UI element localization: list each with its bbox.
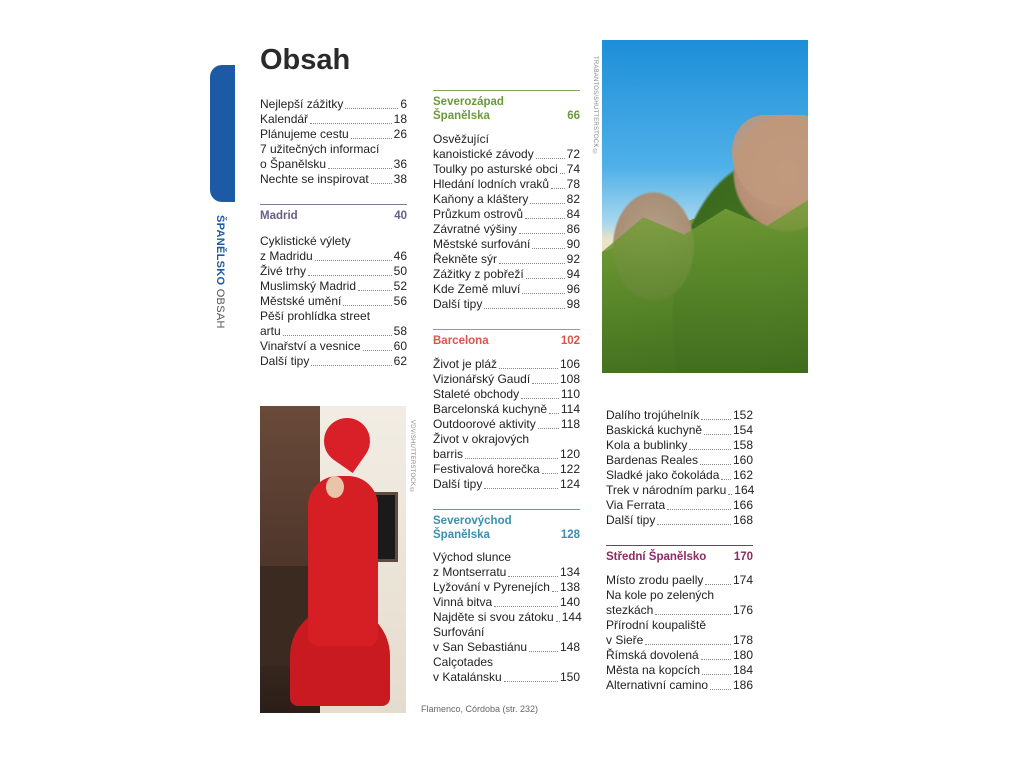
northeast-list (433, 550, 580, 685)
section-header-northeast[interactable]: Severovýchod Španělska 128 (433, 509, 580, 542)
intro-list (260, 97, 407, 187)
toc-column-2 (433, 90, 580, 685)
continued-list (606, 408, 753, 528)
madrid-list (260, 234, 407, 369)
section-header-madrid[interactable]: Madrid 40 (260, 204, 407, 223)
chapter-tab (210, 65, 235, 202)
toc-entry[interactable]: Vinařství a vesnice 60 (260, 339, 407, 353)
toc-entry[interactable]: Živé trhy 50 (260, 264, 407, 278)
toc-entry[interactable]: Místo zrodu paelly 174 (606, 573, 753, 587)
toc-entry[interactable]: Další tipy 62 (260, 354, 407, 368)
central-list (606, 573, 753, 693)
toc-entry[interactable]: Bardenas Reales 160 (606, 453, 753, 467)
section-header-northwest[interactable]: Severozápad Španělska 66 (433, 90, 580, 123)
toc-entry[interactable]: Pěší prohlídka street artu 58 (260, 309, 407, 338)
toc-entry[interactable]: Plánujeme cestu 26 (260, 127, 407, 141)
toc-entry[interactable]: Východ slunce z Montserratu 134 (433, 550, 580, 579)
toc-entry[interactable]: Muslimský Madrid 52 (260, 279, 407, 293)
toc-entry[interactable]: Dalího trojúhelník 152 (606, 408, 753, 422)
side-label-country: ŠPANĚLSKO (214, 215, 226, 286)
toc-entry[interactable]: Kalendář 18 (260, 112, 407, 126)
northwest-list (433, 132, 580, 312)
toc-entry[interactable]: Městské surfování 90 (433, 237, 580, 251)
toc-entry[interactable]: Toulky po asturské obci 74 (433, 162, 580, 176)
flamenco-photo-credit: VDV/SHUTTERSTOCK © (409, 420, 415, 495)
toc-entry[interactable]: Lyžování v Pyrenejích 138 (433, 580, 580, 594)
toc-entry[interactable]: Přírodní koupaliště v Sieře 178 (606, 618, 753, 647)
page-title: Obsah (260, 44, 351, 76)
toc-column-1 (260, 97, 407, 369)
toc-entry[interactable]: Hledání lodních vraků 78 (433, 177, 580, 191)
toc-entry[interactable]: Sladké jako čokoláda 162 (606, 468, 753, 482)
toc-entry[interactable]: Další tipy 98 (433, 297, 580, 311)
toc-column-3 (606, 408, 753, 693)
toc-entry[interactable]: Barcelonská kuchyně 114 (433, 402, 580, 416)
toc-entry[interactable]: Kola a bublinky 158 (606, 438, 753, 452)
montserrat-photo-credit: TRABANTOS/SHUTTERSTOCK © (592, 56, 598, 156)
toc-entry[interactable]: Najděte si svou zátoku 144 (433, 610, 582, 624)
side-label-section: OBSAH (214, 288, 226, 329)
toc-entry[interactable]: Via Ferrata 166 (606, 498, 753, 512)
toc-entry[interactable]: Outdoorové aktivity 118 (433, 417, 580, 431)
toc-entry[interactable]: Cyklistické výlety z Madridu 46 (260, 234, 407, 263)
toc-entry[interactable]: Vinná bitva 140 (433, 595, 580, 609)
toc-entry[interactable]: Zážitky z pobřeží 94 (433, 267, 580, 281)
montserrat-photo (602, 40, 808, 373)
section-header-barcelona[interactable]: Barcelona 102 (433, 329, 580, 348)
toc-entry[interactable]: Nechte se inspirovat 38 (260, 172, 407, 186)
toc-entry[interactable]: Život je pláž 106 (433, 357, 580, 371)
toc-entry[interactable]: Život v okrajových barris 120 (433, 432, 580, 461)
toc-entry[interactable]: Řekněte sýr 92 (433, 252, 580, 266)
toc-entry[interactable]: Závratné výšiny 86 (433, 222, 580, 236)
toc-entry[interactable]: Alternativní camino 186 (606, 678, 753, 692)
flamenco-photo (260, 406, 406, 713)
barcelona-list (433, 357, 580, 492)
section-header-central[interactable]: Střední Španělsko 170 (606, 545, 753, 564)
toc-entry[interactable]: Další tipy 168 (606, 513, 753, 527)
toc-entry[interactable]: Osvěžující kanoistické závody 72 (433, 132, 580, 161)
toc-entry[interactable]: Vizionářský Gaudí 108 (433, 372, 580, 386)
toc-entry[interactable]: Festivalová horečka 122 (433, 462, 580, 476)
toc-entry[interactable]: Kaňony a kláštery 82 (433, 192, 580, 206)
toc-entry[interactable]: Baskická kuchyně 154 (606, 423, 753, 437)
toc-entry[interactable]: Surfování v San Sebastiánu 148 (433, 625, 580, 654)
toc-entry[interactable]: Na kole po zelených stezkách 176 (606, 588, 753, 617)
toc-entry[interactable]: Staleté obchody 110 (433, 387, 580, 401)
toc-entry[interactable]: Nejlepší zážitky 6 (260, 97, 407, 111)
toc-entry[interactable]: Kde Země mluví 96 (433, 282, 580, 296)
photo-caption: Flamenco, Córdoba (str. 232) (421, 704, 539, 714)
toc-entry[interactable]: 7 užitečných informací o Španělsku 36 (260, 142, 407, 171)
toc-entry[interactable]: Trek v národním parku 164 (606, 483, 755, 497)
toc-entry[interactable]: Městské umění 56 (260, 294, 407, 308)
toc-entry[interactable]: Calçotades v Katalánsku 150 (433, 655, 580, 684)
toc-entry[interactable]: Další tipy 124 (433, 477, 580, 491)
toc-entry[interactable]: Města na kopcích 184 (606, 663, 753, 677)
side-label (214, 215, 226, 329)
toc-entry[interactable]: Průzkum ostrovů 84 (433, 207, 580, 221)
toc-entry[interactable]: Římská dovolená 180 (606, 648, 753, 662)
